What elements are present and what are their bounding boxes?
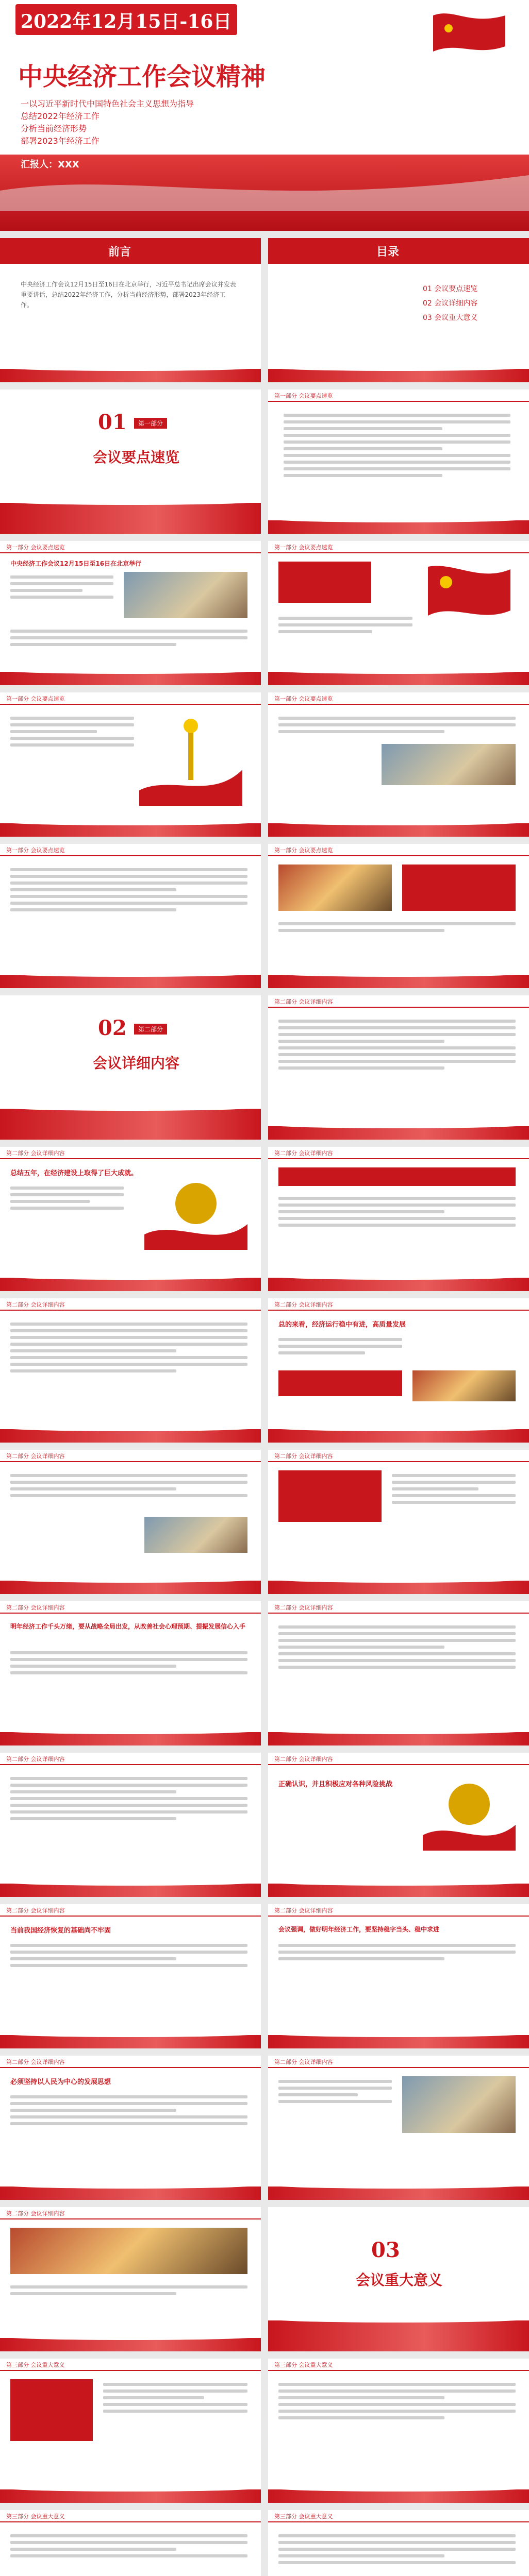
toc-item-2[interactable]: 02 会议详细内容 xyxy=(423,299,478,308)
meeting-heading: 中央经济工作会议12月15日至16日在北京举行 xyxy=(10,560,142,567)
section-3-title: 会议重大意义 xyxy=(356,2272,443,2289)
city-image xyxy=(382,744,516,785)
cover-slide xyxy=(0,0,529,231)
meeting-slide[interactable]: 第一部分 会议要点速览 中央经济工作会议12月15日至16日在北京举行 xyxy=(0,541,261,685)
preface-body: 中央经济工作会议12月15日至16日在北京举行，习近平总书记出席会议并发表重要讲话，总结2022年经济工作，分析当前经济形势，部署2023年经济工作。 xyxy=(21,281,236,309)
content-slide-16[interactable]: 第二部分 会议详细内容 正确认识，并且积极应对各种风险挑战 xyxy=(268,1753,529,1897)
preface-heading: 前言 xyxy=(108,246,131,259)
content-slide-6[interactable]: 第二部分 会议详细内容 xyxy=(268,995,529,1140)
section-1-part: 第一部分 xyxy=(134,418,167,429)
toc-slide[interactable] xyxy=(268,238,529,382)
red-ribbon-decoration xyxy=(0,170,529,211)
content-slide-4[interactable]: 第一部分 会议要点速览 xyxy=(0,844,261,988)
content-slide-17[interactable]: 第二部分 会议详细内容 当前我国经济恢复的基础尚不牢固 xyxy=(0,1904,261,2048)
section-3-slide[interactable] xyxy=(268,2207,529,2351)
content-slide-22[interactable]: 第三部分 会议重大意义 xyxy=(0,2359,261,2503)
content-slide-13[interactable]: 第二部分 会议详细内容 明年经济工作千头万绪，要从战略全局出发，从改善社会心理预期、提振发展信心入手 xyxy=(0,1601,261,1745)
toc-list xyxy=(423,279,477,327)
section-2-title: 会议详细内容 xyxy=(93,1055,180,1072)
content-slide-25[interactable]: 第三部分 会议重大意义 xyxy=(268,2510,529,2576)
date-banner: 2022年12月15日-16日 xyxy=(21,11,232,32)
content-slide-8[interactable]: 第二部分 会议详细内容 xyxy=(268,1147,529,1291)
party-flag-icon xyxy=(423,562,516,634)
section-3-number: 03 xyxy=(371,2238,400,2262)
content-slide-15[interactable]: 第二部分 会议详细内容 xyxy=(0,1753,261,1897)
section-2-slide[interactable] xyxy=(0,995,261,1140)
slide-grid xyxy=(0,238,529,2576)
reporter: 汇报人：XXX xyxy=(21,159,79,170)
content-slide-21[interactable]: 第二部分 会议详细内容 xyxy=(0,2207,261,2351)
section-2-number: 02 xyxy=(98,1016,127,1040)
cover-subtitles: 一以习近平新时代中国特色社会主义思想为指导 总结2022年经济工作 分析当前经济形势 部署2023年经济工作 xyxy=(21,99,194,146)
red-flag-icon xyxy=(423,10,510,67)
content-slide-18[interactable]: 第二部分 会议详细内容 会议强调，做好明年经济工作，要坚持稳字当头、稳中求进 xyxy=(268,1904,529,2048)
content-slide-11[interactable]: 第二部分 会议详细内容 xyxy=(0,1450,261,1594)
emblem-icon xyxy=(423,1773,516,1851)
content-slide-24[interactable]: 第三部分 会议重大意义 xyxy=(0,2510,261,2576)
content-slide-1[interactable]: 第一部分 会议要点速览 xyxy=(268,389,529,534)
section-2-part: 第二部分 xyxy=(134,1024,167,1035)
sunset-image xyxy=(412,1370,516,1401)
great-wall-image xyxy=(10,2228,247,2274)
torch-ribbon-icon xyxy=(139,713,242,806)
content-slide-7[interactable]: 第二部分 会议详细内容 总结五年，在经济建设上取得了巨大成就。 xyxy=(0,1147,261,1291)
toc-item-3[interactable]: 03 会议重大意义 xyxy=(423,314,478,322)
cover-title: 中央经济工作会议精神 xyxy=(18,62,266,91)
content-slide-23[interactable]: 第三部分 会议重大意义 xyxy=(268,2359,529,2503)
toc-heading: 目录 xyxy=(376,246,400,259)
section-1-title: 会议要点速览 xyxy=(93,449,180,466)
content-slide-5[interactable]: 第一部分 会议要点速览 xyxy=(268,844,529,988)
content-slide-19[interactable]: 第二部分 会议详细内容 必须坚持以人民为中心的发展思想 xyxy=(0,2056,261,2200)
content-slide-2[interactable]: 第一部分 会议要点速览 xyxy=(0,692,261,837)
content-slide-3[interactable]: 第一部分 会议要点速览 xyxy=(268,692,529,837)
skyline-image xyxy=(144,1517,247,1553)
building-image xyxy=(402,2076,516,2133)
content-slide-9[interactable]: 第二部分 会议详细内容 xyxy=(0,1298,261,1443)
content-slide-12[interactable]: 第二部分 会议详细内容 xyxy=(268,1450,529,1594)
toc-item-1[interactable]: 01 会议要点速览 xyxy=(423,285,478,293)
content-slide-14[interactable]: 第二部分 会议详细内容 xyxy=(268,1601,529,1745)
emblem-icon xyxy=(144,1173,247,1250)
tiananmen-image xyxy=(278,865,392,911)
great-hall-image xyxy=(124,572,247,618)
preface-slide[interactable] xyxy=(0,238,261,382)
content-slide-20[interactable]: 第二部分 会议详细内容 xyxy=(268,2056,529,2200)
section-1-number: 01 xyxy=(98,410,127,434)
content-slide-10[interactable]: 第二部分 会议详细内容 总的来看，经济运行稳中有进，高质量发展 xyxy=(268,1298,529,1443)
section-1-slide[interactable] xyxy=(0,389,261,534)
flag-slide[interactable]: 第一部分 会议要点速览 xyxy=(268,541,529,685)
